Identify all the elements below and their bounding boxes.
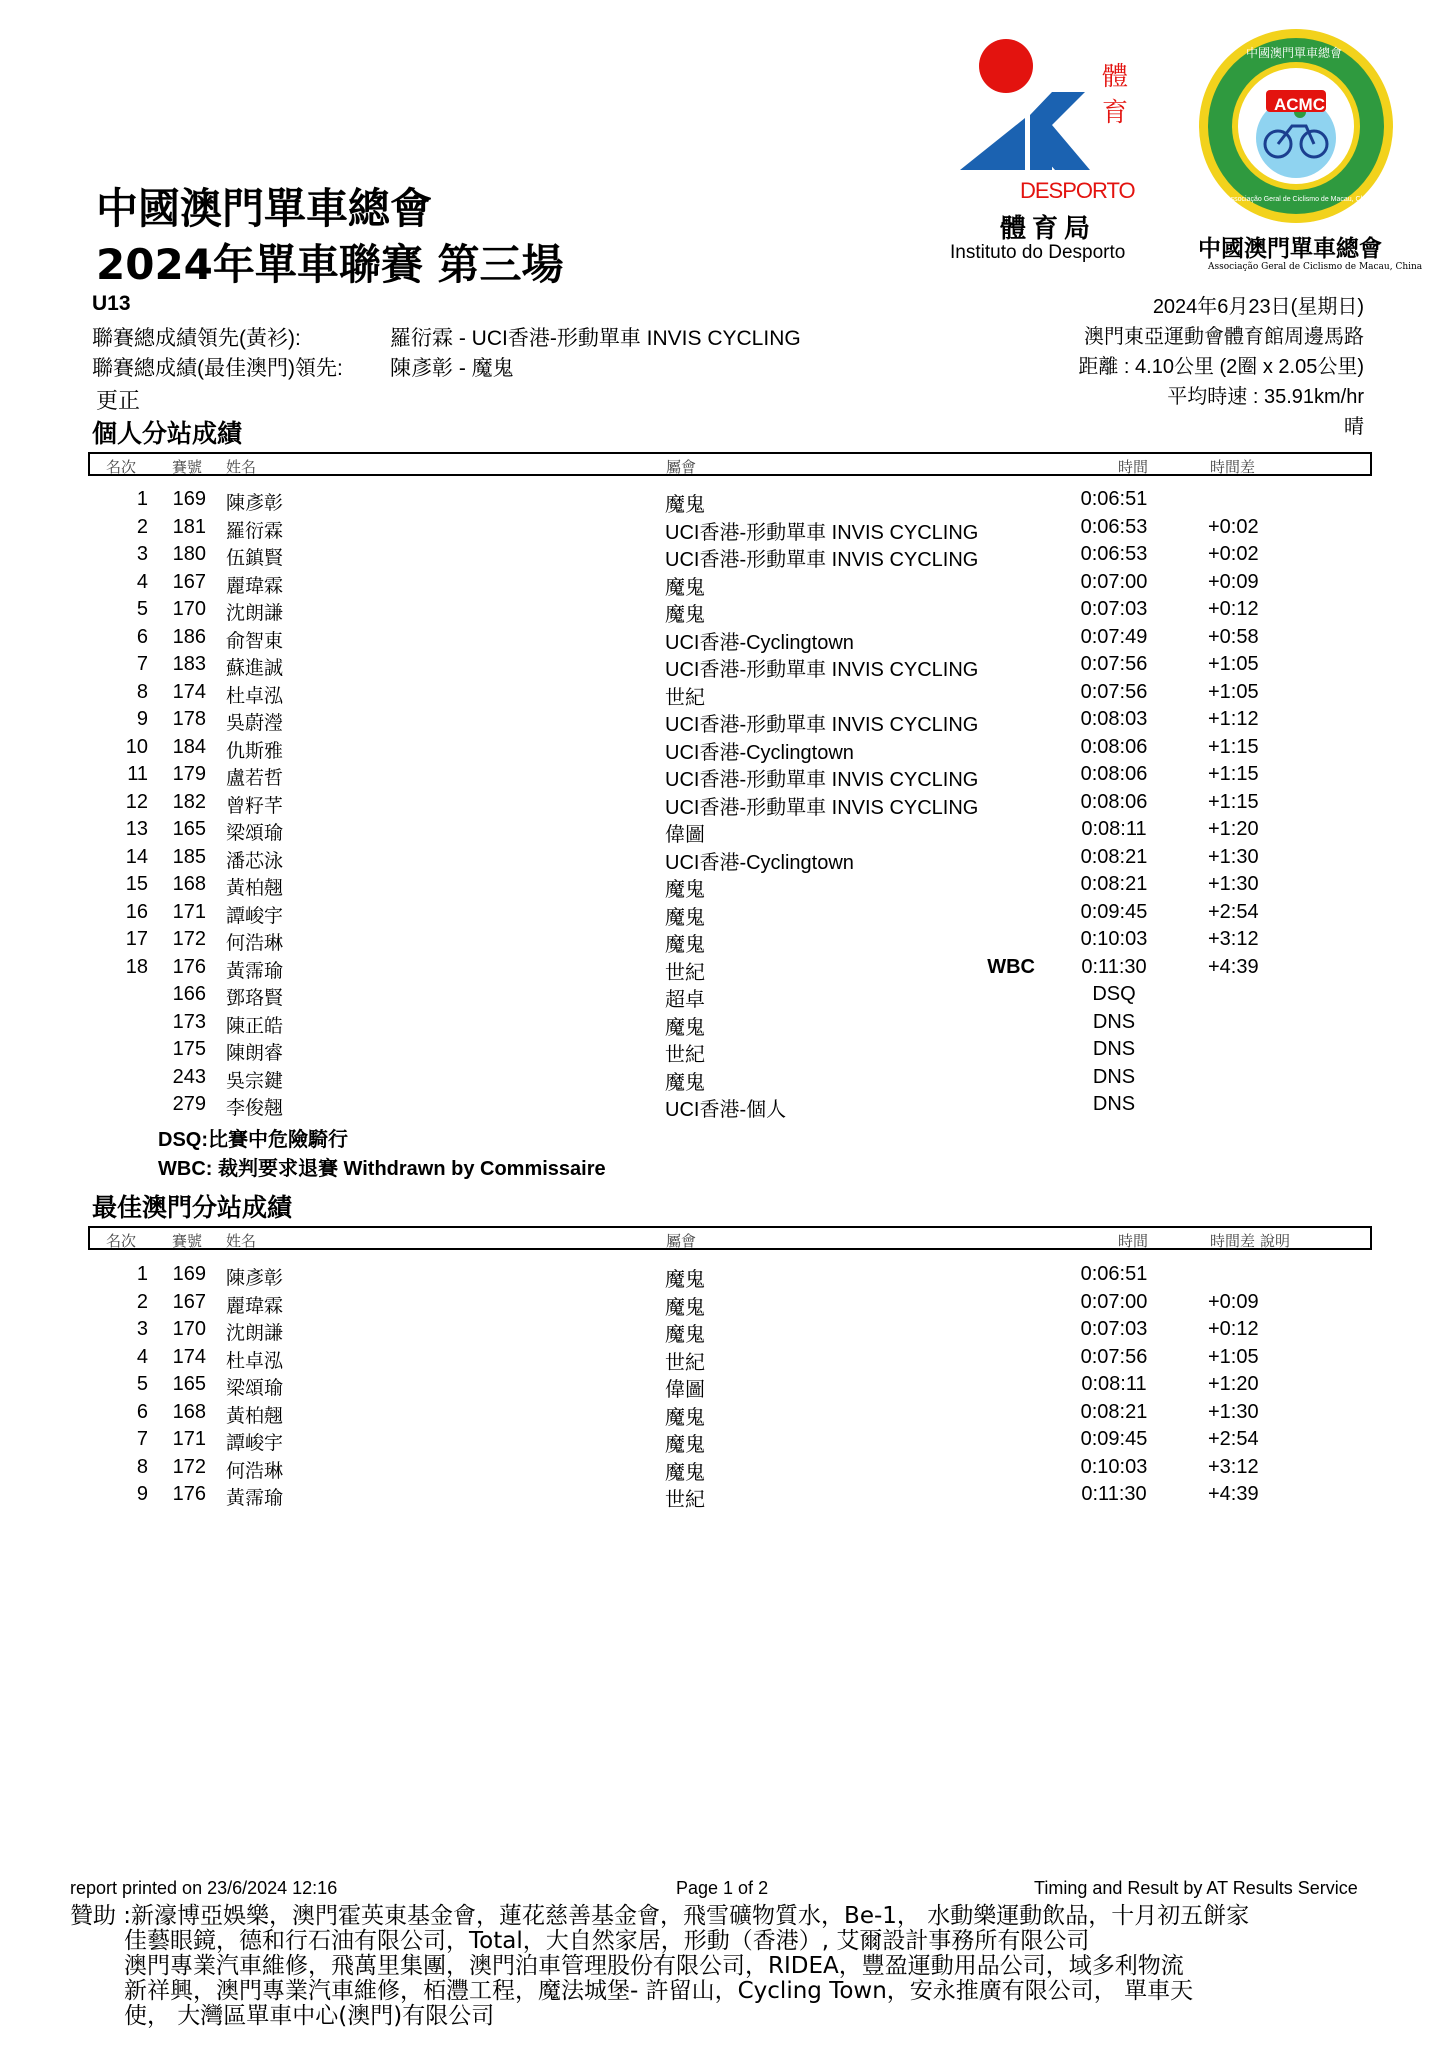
time-cell: 0:10:03: [1080, 1455, 1148, 1478]
correction-note: 更正: [96, 389, 141, 414]
header-team: 屬會: [666, 1232, 697, 1250]
table-row: [0, 1291, 1448, 1318]
name-cell: 陳彥彰: [226, 1267, 284, 1289]
bib-cell: 165: [172, 1373, 206, 1395]
rank-cell: 10: [125, 735, 148, 758]
team-cell: 世紀: [665, 686, 705, 709]
rank-cell: 4: [136, 570, 148, 593]
name-cell: 鄧珞賢: [226, 987, 284, 1009]
gap-cell: +1:15: [1208, 790, 1259, 813]
page-title-line-2: 2024年單車聯賽 第三場: [96, 240, 564, 289]
bib-cell: 175: [172, 1038, 206, 1060]
team-cell: 偉圖: [665, 1379, 705, 1401]
individual-table-header: [88, 452, 1372, 476]
name-cell: 譚峻宇: [226, 904, 284, 927]
time-cell: 0:06:51: [1080, 488, 1148, 510]
time-cell: 0:07:56: [1080, 680, 1148, 703]
bib-cell: 185: [172, 845, 206, 868]
rank-cell: 9: [136, 1483, 148, 1505]
gap-cell: +1:15: [1208, 735, 1259, 758]
name-cell: 吳宗鍵: [226, 1069, 284, 1092]
team-cell: 魔鬼: [665, 1434, 705, 1456]
team-cell: 魔鬼: [665, 1296, 705, 1319]
rank-cell: 5: [136, 1373, 148, 1395]
name-cell: 俞智東: [226, 629, 284, 652]
gap-cell: +4:39: [1208, 1483, 1259, 1505]
table-row: [0, 818, 1448, 845]
best-macau-table-header: [88, 1226, 1372, 1250]
table-row: [0, 1456, 1448, 1483]
individual-section-title: 個人分站成績: [92, 419, 243, 448]
team-cell: 魔鬼: [665, 1016, 705, 1039]
table-row: [0, 1066, 1448, 1093]
footnote-dsq: DSQ:比賽中危險騎行: [158, 1129, 348, 1151]
team-cell: 魔鬼: [665, 1071, 705, 1094]
table-row: [0, 1011, 1448, 1038]
rank-cell: 14: [125, 845, 148, 868]
sponsor-line-3: 澳門專業汽車維修，飛萬里集團，澳門泊車管理股份有限公司，RIDEA，豐盈運動用品公司，域多利物流: [124, 1953, 1184, 1979]
rank-cell: 18: [125, 955, 148, 978]
desporto-brand: DESPORTO: [1020, 178, 1135, 203]
header-time: 時間: [1118, 458, 1149, 476]
gap-cell: +1:20: [1208, 818, 1259, 840]
header-gap: 時間差: [1210, 1232, 1256, 1250]
team-cell: 魔鬼: [665, 576, 705, 599]
bib-cell: 179: [172, 763, 206, 785]
bib-cell: 165: [172, 818, 206, 840]
table-row: [0, 1093, 1448, 1120]
name-cell: 梁頌瑜: [226, 1377, 284, 1399]
time-cell: DSQ: [1092, 983, 1136, 1005]
gap-cell: +1:05: [1208, 653, 1259, 675]
bib-cell: 166: [172, 983, 206, 1005]
header-bib: 賽號: [172, 1232, 203, 1250]
gap-cell: +1:05: [1208, 1345, 1259, 1368]
time-cell: 0:11:30: [1081, 1483, 1147, 1505]
bib-cell: 181: [172, 515, 206, 538]
acmc-portuguese-name: Associação Geral de Ciclismo de Macau, China: [1208, 262, 1423, 272]
bib-cell: 178: [172, 708, 206, 730]
acmc-ring-bottom-text: Associação Geral de Ciclismo de Macau, China: [1226, 196, 1374, 203]
name-cell: 陳朗睿: [226, 1042, 284, 1064]
table-row: [0, 1401, 1448, 1428]
table-row: [0, 1483, 1448, 1510]
footnote-wbc: WBC: 裁判要求退賽 Withdrawn by Commissaire: [158, 1158, 606, 1180]
bib-cell: 167: [172, 570, 206, 593]
race-weather: 晴: [1344, 416, 1364, 438]
team-cell: UCI香港-Cyclingtown: [665, 851, 854, 874]
rank-cell: 1: [136, 488, 148, 510]
bib-cell: 167: [172, 1290, 206, 1313]
gap-cell: +1:30: [1208, 873, 1259, 895]
time-cell: 0:07:00: [1080, 1290, 1148, 1313]
rank-cell: 5: [136, 598, 148, 620]
gap-cell: +0:09: [1208, 1290, 1259, 1313]
name-cell: 譚峻宇: [226, 1432, 284, 1454]
bib-cell: 173: [172, 1010, 206, 1033]
rank-cell: 16: [125, 900, 148, 923]
gap-cell: +2:54: [1208, 900, 1259, 923]
gap-cell: +2:54: [1208, 1428, 1259, 1450]
rank-cell: 3: [136, 543, 148, 565]
bib-cell: 174: [172, 1345, 206, 1368]
bib-cell: 176: [172, 955, 206, 978]
time-cell: 0:07:03: [1080, 1318, 1148, 1340]
header-remark: 說明: [1260, 1232, 1291, 1250]
acmc-abbr: ACMC: [1274, 95, 1325, 114]
gap-cell: +0:58: [1208, 625, 1259, 648]
name-cell: 吳蔚瀅: [226, 712, 284, 734]
team-cell: UCI香港-形動單車 INVIS CYCLING: [665, 521, 979, 544]
team-cell: UCI香港-Cyclingtown: [665, 631, 854, 654]
table-row: [0, 681, 1448, 708]
table-row: [0, 598, 1448, 625]
time-cell: 0:11:30: [1081, 955, 1147, 978]
table-row: [0, 708, 1448, 735]
time-cell: 0:08:11: [1081, 1373, 1147, 1395]
time-cell: 0:06:53: [1080, 515, 1148, 538]
name-cell: 羅衍霖: [226, 519, 284, 542]
gap-cell: +4:39: [1208, 955, 1259, 978]
table-row: [0, 1346, 1448, 1373]
team-cell: UCI香港-Cyclingtown: [665, 741, 854, 764]
time-cell: 0:07:00: [1080, 570, 1148, 593]
bib-cell: 169: [172, 488, 206, 510]
desporto-side-char-2: 育: [1102, 98, 1129, 128]
table-row: [0, 901, 1448, 928]
rank-cell: 2: [136, 1290, 148, 1313]
team-cell: 世紀: [665, 1044, 705, 1066]
header-bib: 賽號: [172, 458, 203, 476]
gap-cell: +1:15: [1208, 763, 1259, 785]
team-cell: 世紀: [665, 1489, 705, 1511]
time-cell: DNS: [1092, 1010, 1136, 1033]
rank-cell: 17: [125, 928, 148, 950]
table-row: [0, 928, 1448, 955]
time-cell: 0:08:11: [1081, 818, 1147, 840]
table-row: [0, 791, 1448, 818]
report-printed: report printed on 23/6/2024 12:16: [70, 1878, 338, 1898]
bib-cell: 170: [172, 1318, 206, 1340]
table-row: [0, 763, 1448, 790]
time-cell: 0:09:45: [1080, 900, 1148, 923]
table-row: [0, 516, 1448, 543]
bib-cell: 174: [172, 680, 206, 703]
time-cell: DNS: [1092, 1038, 1136, 1060]
header-team: 屬會: [666, 458, 697, 476]
gap-cell: +3:12: [1208, 928, 1259, 950]
race-date: 2024年6月23日(星期日): [1152, 296, 1364, 318]
rank-cell: 7: [136, 653, 148, 675]
name-cell: 麗瑋霖: [226, 1294, 284, 1317]
leader-macau-label: 聯賽總成績(最佳澳門)領先:: [92, 357, 343, 380]
bib-cell: 182: [172, 790, 206, 813]
time-cell: DNS: [1092, 1065, 1136, 1088]
best-macau-section-title: 最佳澳門分站成績: [92, 1193, 293, 1222]
rank-cell: 8: [136, 1455, 148, 1478]
desporto-chinese-name: 體育局: [1000, 214, 1097, 244]
bib-cell: 176: [172, 1483, 206, 1505]
name-cell: 盧若哲: [226, 767, 284, 789]
bib-cell: 170: [172, 598, 206, 620]
team-cell: UCI香港-形動單車 INVIS CYCLING: [665, 796, 979, 819]
rank-cell: 12: [125, 790, 148, 813]
gap-cell: +0:12: [1208, 1318, 1259, 1340]
sponsor-line-2: 佳藝眼鏡，德和行石油有限公司，Total，大自然家居，形動（香港）, 艾爾設計事務所有限公司: [124, 1928, 1090, 1954]
gap-cell: +0:02: [1208, 543, 1259, 565]
page-number: Page 1 of 2: [676, 1878, 769, 1898]
bib-cell: 184: [172, 735, 206, 758]
rank-cell: 2: [136, 515, 148, 538]
rank-cell: 9: [136, 708, 148, 730]
time-cell: 0:07:49: [1080, 625, 1148, 648]
name-cell: 李俊翹: [226, 1097, 284, 1119]
bib-cell: 180: [172, 543, 206, 565]
team-cell: 魔鬼: [665, 1324, 705, 1346]
team-cell: 魔鬼: [665, 1269, 705, 1291]
table-row: [0, 1428, 1448, 1455]
acmc-ring-top-text: 中國澳門單車總會: [1246, 46, 1343, 60]
name-cell: 陳正皓: [226, 1014, 284, 1037]
rank-cell: 15: [125, 873, 148, 895]
table-row: [0, 1318, 1448, 1345]
team-cell: UCI香港-個人: [665, 1099, 787, 1121]
gap-cell: +1:12: [1208, 708, 1259, 730]
time-cell: DNS: [1092, 1093, 1136, 1115]
time-cell: 0:08:06: [1080, 763, 1148, 785]
bib-cell: 171: [172, 900, 206, 923]
rank-cell: 6: [136, 625, 148, 648]
name-cell: 黃柏翹: [226, 877, 284, 899]
acmc-chinese-name: 中國澳門單車總會: [1198, 235, 1382, 262]
rank-cell: 1: [136, 1263, 148, 1285]
table-row: [0, 571, 1448, 598]
rank-cell: 13: [125, 818, 148, 840]
bib-cell: 172: [172, 1455, 206, 1478]
table-row: [0, 1263, 1448, 1290]
desporto-logo: [940, 30, 1170, 270]
acmc-logo: [1196, 26, 1426, 276]
time-cell: 0:07:56: [1080, 653, 1148, 675]
time-cell: 0:07:03: [1080, 598, 1148, 620]
team-cell: 魔鬼: [665, 1406, 705, 1429]
bib-cell: 168: [172, 1400, 206, 1423]
bib-cell: 171: [172, 1428, 206, 1450]
table-row: [0, 543, 1448, 570]
time-cell: 0:08:21: [1080, 873, 1148, 895]
gap-cell: +3:12: [1208, 1455, 1259, 1478]
team-cell: UCI香港-形動單車 INVIS CYCLING: [665, 659, 979, 681]
note-cell: WBC: [987, 955, 1035, 978]
time-cell: 0:08:06: [1080, 735, 1148, 758]
table-row: [0, 626, 1448, 653]
name-cell: 黃柏翹: [226, 1404, 284, 1427]
rank-cell: 3: [136, 1318, 148, 1340]
gap-cell: +1:20: [1208, 1373, 1259, 1395]
table-row: [0, 736, 1448, 763]
name-cell: 何浩琳: [226, 1459, 284, 1482]
time-cell: 0:09:45: [1080, 1428, 1148, 1450]
table-row: [0, 956, 1448, 983]
table-row: [0, 1373, 1448, 1400]
gap-cell: +0:09: [1208, 570, 1259, 593]
name-cell: 沈朗謙: [226, 1322, 284, 1344]
team-cell: 魔鬼: [665, 494, 705, 516]
name-cell: 仇斯雅: [226, 739, 284, 762]
name-cell: 沈朗謙: [226, 602, 284, 624]
name-cell: 麗瑋霖: [226, 574, 284, 597]
time-cell: 0:08:21: [1080, 1400, 1148, 1423]
name-cell: 伍鎮賢: [226, 547, 284, 569]
team-cell: 世紀: [665, 1351, 705, 1374]
rank-cell: 8: [136, 680, 148, 703]
bib-cell: 168: [172, 873, 206, 895]
table-row: [0, 1038, 1448, 1065]
name-cell: 梁頌瑜: [226, 822, 284, 844]
time-cell: 0:08:03: [1080, 708, 1148, 730]
time-cell: 0:06:51: [1080, 1263, 1148, 1285]
header-name: 姓名: [226, 458, 257, 476]
sponsor-line-5: 使， 大灣區單車中心(澳門)有限公司: [124, 2003, 495, 2029]
name-cell: 黃霈瑜: [226, 959, 284, 982]
page-title-line-1: 中國澳門單車總會: [96, 184, 433, 233]
sponsor-line-1: 贊助 :新濠博亞娛樂，澳門霍英東基金會，蓮花慈善基金會，飛雪礦物質水，Be-1， 水動樂運動飲品，十月初五餅家: [70, 1903, 1250, 1929]
race-avg-speed: 平均時速 : 35.91km/hr: [1167, 386, 1364, 408]
gap-cell: +1:30: [1208, 1400, 1259, 1423]
category-label: U13: [92, 292, 131, 315]
team-cell: 超卓: [665, 989, 705, 1011]
header-gap: 時間差: [1210, 458, 1256, 476]
race-venue: 澳門東亞運動會體育館周邊馬路: [1084, 326, 1364, 348]
team-cell: UCI香港-形動單車 INVIS CYCLING: [665, 769, 979, 791]
desporto-portuguese-name: Instituto do Desporto: [950, 242, 1126, 263]
header-rank: 名次: [106, 1232, 137, 1250]
table-row: [0, 983, 1448, 1010]
leader-yellow-value: 羅衍霖 - UCI香港-形動單車 INVIS CYCLING: [390, 327, 801, 350]
race-distance: 距離 : 4.10公里 (2圈 x 2.05公里): [1078, 356, 1364, 378]
header-time: 時間: [1118, 1232, 1149, 1250]
team-cell: 魔鬼: [665, 906, 705, 929]
team-cell: UCI香港-形動單車 INVIS CYCLING: [665, 714, 979, 736]
rank-cell: 11: [127, 763, 148, 785]
gap-cell: +0:12: [1208, 598, 1259, 620]
leader-macau-value: 陳彥彰 - 魔鬼: [390, 357, 514, 380]
time-cell: 0:08:21: [1080, 845, 1148, 868]
time-cell: 0:10:03: [1080, 928, 1148, 950]
name-cell: 黃霈瑜: [226, 1487, 284, 1509]
name-cell: 何浩琳: [226, 932, 284, 954]
bib-cell: 172: [172, 928, 206, 950]
name-cell: 杜卓泓: [226, 684, 284, 707]
team-cell: UCI香港-形動單車 INVIS CYCLING: [665, 549, 979, 571]
name-cell: 蘇進誠: [226, 657, 284, 679]
gap-cell: +1:05: [1208, 680, 1259, 703]
table-row: [0, 846, 1448, 873]
rank-cell: 7: [136, 1428, 148, 1450]
table-row: [0, 488, 1448, 515]
leader-yellow-label: 聯賽總成績領先(黃衫):: [92, 327, 301, 350]
bib-cell: 169: [172, 1263, 206, 1285]
bib-cell: 243: [172, 1065, 206, 1088]
gap-cell: +1:30: [1208, 845, 1259, 868]
rank-cell: 6: [136, 1400, 148, 1423]
timing-credit: Timing and Result by AT Results Service: [1034, 1878, 1358, 1898]
name-cell: 陳彥彰: [226, 492, 284, 514]
bib-cell: 186: [172, 625, 206, 648]
team-cell: 魔鬼: [665, 1461, 705, 1484]
header-rank: 名次: [106, 458, 137, 476]
name-cell: 杜卓泓: [226, 1349, 284, 1372]
bib-cell: 183: [172, 653, 206, 675]
bib-cell: 279: [172, 1093, 206, 1115]
table-row: [0, 653, 1448, 680]
rank-cell: 4: [136, 1345, 148, 1368]
team-cell: 魔鬼: [665, 604, 705, 626]
header-name: 姓名: [226, 1232, 257, 1250]
desporto-side-char-1: 體: [1102, 62, 1129, 92]
sponsor-line-4: 新祥興，澳門專業汽車維修，栢灃工程，魔法城堡- 許留山，Cycling Town，安永推廣有限公司， 單車天: [124, 1978, 1194, 2004]
name-cell: 潘芯泳: [226, 849, 284, 872]
gap-cell: +0:02: [1208, 515, 1259, 538]
team-cell: 世紀: [665, 961, 705, 984]
time-cell: 0:06:53: [1080, 543, 1148, 565]
time-cell: 0:08:06: [1080, 790, 1148, 813]
team-cell: 魔鬼: [665, 934, 705, 956]
table-row: [0, 873, 1448, 900]
team-cell: 魔鬼: [665, 879, 705, 901]
team-cell: 偉圖: [665, 824, 705, 846]
time-cell: 0:07:56: [1080, 1345, 1148, 1368]
name-cell: 曾籽芊: [226, 794, 284, 817]
